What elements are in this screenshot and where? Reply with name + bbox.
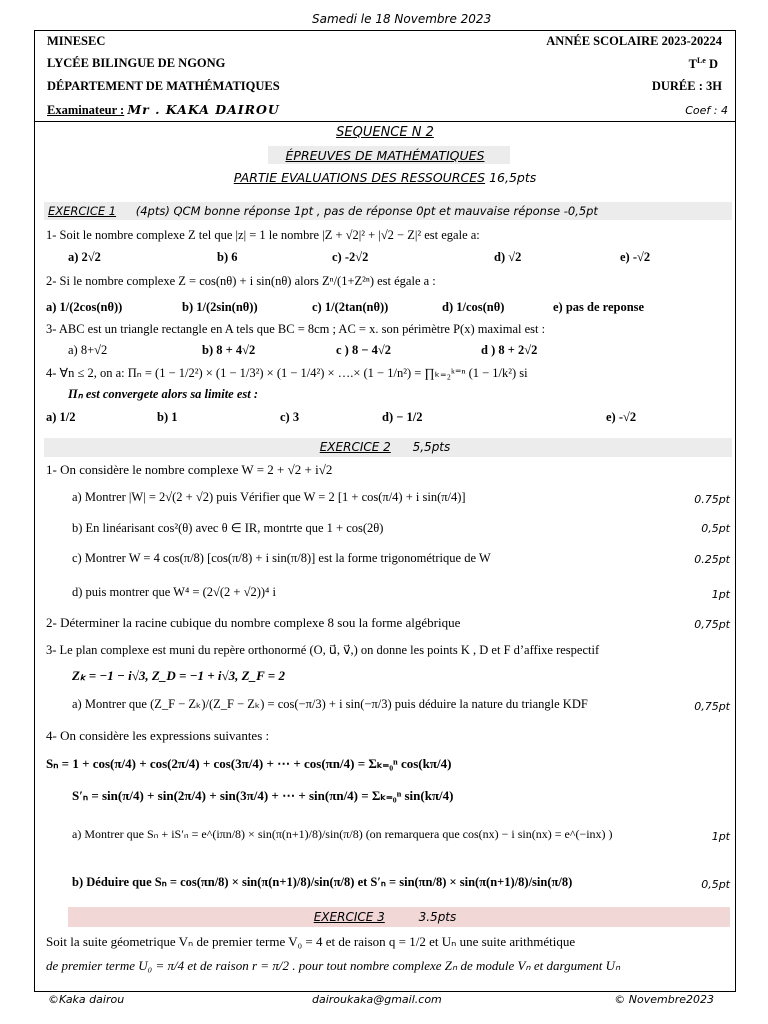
ex1-q2-b: b) 1/(2sin(nθ)) xyxy=(182,300,258,314)
ex2-q4a: a) Montrer que Sₙ + iS′ₙ = e^(iπn/8) × sin(π(n+1)/8)/sin(π/8) (on remarquera que cos(nx) − i sin(nx) = e^(−inx) ) xyxy=(72,827,613,841)
ex3-title: EXERCICE 3 xyxy=(313,910,385,924)
ex2-title: EXERCICE 2 xyxy=(319,440,391,454)
ex1-q4: 4- ∀n ≤ 2, on a: Πₙ = (1 − 1/2²) × (1 − 1/3²) × (1 − 1/4²) × ….× (1 − 1/n²) = ∏ₖ₌₂ᵏ⁼ⁿ (1 − 1/k²) si xyxy=(46,366,528,380)
ex2-spn: S′ₙ = sin(π/4) + sin(2π/4) + sin(3π/4) + ⋯ + sin(πn/4) = Σₖ₌₀ⁿ sin(kπ/4) xyxy=(72,788,454,803)
ex2-sn: Sₙ = 1 + cos(π/4) + cos(2π/4) + cos(3π/4) + ⋯ + cos(πn/4) = Σₖ₌₀ⁿ cos(kπ/4) xyxy=(46,756,452,771)
ex3-line2: de premier terme U₀ = π/4 et de raison r = π/2 . pour tout nombre complexe Zₙ de module Vₙ et dargument Uₙ xyxy=(46,958,621,973)
ex1-q1-e: e) -√2 xyxy=(620,250,651,264)
ex1-q4-line2: Πₙ est convergete alors sa limite est : xyxy=(68,387,259,401)
ex1-q2-e: e) pas de reponse xyxy=(553,300,645,314)
ex2-q4a-points: 1pt xyxy=(711,830,730,843)
ex3-line1: Soit la suite géometrique Vₙ de premier terme V₀ = 4 et de raison q = 1/2 et Uₙ une suite arithmétique xyxy=(46,934,576,949)
ex2-q1b-points: 0,5pt xyxy=(701,522,730,535)
ex1-q2-d: d) 1/cos(nθ) xyxy=(442,300,505,314)
class-rest: D xyxy=(705,57,718,72)
ex1-header xyxy=(48,204,598,218)
ex1-q1-a: a) 2√2 xyxy=(68,250,101,264)
ex2-q1c-points: 0.25pt xyxy=(694,553,730,566)
header-coef: Coef : 4 xyxy=(685,104,728,117)
header-school: LYCÉE BILINGUE DE NGONG xyxy=(47,56,226,70)
header-minesec: MINESEC xyxy=(47,34,106,48)
ex1-q2-c: c) 1/(2tan(nθ)) xyxy=(312,300,389,314)
ex2-q1c: c) Montrer W = 4 cos(π/8) [cos(π/8) + i sin(π/8)] est la forme trigonométrique de W xyxy=(72,551,491,565)
ex1-q4-b: b) 1 xyxy=(157,410,178,424)
header-class xyxy=(689,56,718,72)
ex1-title: EXERCICE 1 xyxy=(48,204,117,218)
footer-email: dairoukaka@gmail.com xyxy=(312,993,442,1006)
ex2-q3-values: Zₖ = −1 − i√3, Z_D = −1 + i√3, Z_F = 2 xyxy=(72,668,285,683)
ex2-q4b-points: 0,5pt xyxy=(701,878,730,891)
ex2-q3a: a) Montrer que (Z_F − Zₖ)/(Z_F − Zₖ) = cos(−π/3) + i sin(−π/3) puis déduire la nature du triangle KDF xyxy=(72,697,588,711)
ex1-q1-d: d) √2 xyxy=(494,250,522,264)
ex1-q1: 1- Soit le nombre complexe Z tel que |z| = 1 le nombre |Z + √2|² + |√2 − Z|² est egale a: xyxy=(46,228,480,242)
ex1-q1-c: c) -2√2 xyxy=(332,250,369,264)
header-department: DÉPARTEMENT DE MATHÉMATIQUES xyxy=(47,79,280,93)
ex1-q3-c: c ) 8 − 4√2 xyxy=(336,343,391,357)
ex2-q1a-points: 0.75pt xyxy=(694,493,730,506)
ex2-q1b: b) En linéarisant cos²(θ) avec θ ∈ IR, montrte que 1 + cos(2θ) xyxy=(72,521,384,535)
ex1-q3-b: b) 8 + 4√2 xyxy=(202,343,256,357)
ex2-header xyxy=(34,440,736,454)
epreuves-title: ÉPREUVES DE MATHÉMATIQUES xyxy=(285,148,485,163)
class-main: T xyxy=(688,57,697,72)
partie-title xyxy=(34,170,736,185)
ex1-q2: 2- Si le nombre complexe Z = cos(nθ) + i sin(nθ) alors Zⁿ/(1+Z²ⁿ) est égale a : xyxy=(46,274,436,288)
header-duration: DURÉE : 3H xyxy=(651,79,722,93)
ex1-q4-a: a) 1/2 xyxy=(46,410,76,424)
ex2-q1d: d) puis montrer que W⁴ = (2√(2 + √2))⁴ i xyxy=(72,585,276,599)
ex1-q4-c: c) 3 xyxy=(280,410,300,424)
ex1-q2-a: a) 1/(2cos(nθ)) xyxy=(46,300,123,314)
header-examiner xyxy=(47,102,280,118)
ex1-q3: 3- ABC est un triangle rectangle en A tels que BC = 8cm ; AC = x. son périmètre P(x) maximal est : xyxy=(46,322,546,336)
partie-points: 16,5pts xyxy=(489,170,537,185)
ex1-q1-b: b) 6 xyxy=(217,250,238,264)
ex3-header xyxy=(34,910,736,924)
ex1-q4-e: e) -√2 xyxy=(606,410,637,424)
examiner-label: Examinateur : xyxy=(47,103,125,117)
ex1-q3-a: a) 8+√2 xyxy=(68,343,108,357)
ex2-q1: 1- On considère le nombre complexe W = 2 + √2 + i√2 xyxy=(46,462,333,477)
top-date: Samedi le 18 Novembre 2023 xyxy=(312,12,492,26)
ex2-q1a: a) Montrer |W| = 2√(2 + √2) puis Vérifier que W = 2 [1 + cos(π/4) + i sin(π/4)] xyxy=(72,490,466,504)
partie-label: PARTIE EVALUATIONS DES RESSOURCES xyxy=(233,170,486,185)
header-year: ANNÉE SCOLAIRE 2023-20224 xyxy=(546,34,722,48)
ex2-q3: 3- Le plan complexe est muni du repère orthonormé (O, u⃗, v⃗,) on donne les points K , D et F d’affixe respectif xyxy=(46,643,600,657)
class-sup: Le xyxy=(696,56,706,65)
ex3-points: 3.5pts xyxy=(418,910,457,924)
ex1-q3-d: d ) 8 + 2√2 xyxy=(481,343,538,357)
ex2-q4b: b) Déduire que Sₙ = cos(πn/8) × sin(π(n+1)/8)/sin(π/8) et S′ₙ = sin(πn/8) × sin(π(n+1)/8)/sin(π/8) xyxy=(72,875,573,889)
ex2-q2: 2- Déterminer la racine cubique du nombre complexe 8 sou la forme algébrique xyxy=(46,615,461,630)
sequence-title: SEQUENCE N 2 xyxy=(336,125,434,140)
examiner-name: Mr . KAKA DAIROU xyxy=(127,102,280,117)
ex2-q4: 4- On considère les expressions suivantes : xyxy=(46,728,270,743)
ex2-q2-points: 0,75pt xyxy=(694,618,730,631)
ex2-q1d-points: 1pt xyxy=(711,588,730,601)
ex2-points: 5,5pts xyxy=(412,440,451,454)
footer-date: © Novembre2023 xyxy=(614,993,714,1006)
ex2-q3a-points: 0,75pt xyxy=(694,700,730,713)
header-divider xyxy=(34,121,736,122)
ex1-description: (4pts) QCM bonne réponse 1pt , pas de réponse 0pt et mauvaise réponse -0,5pt xyxy=(135,204,598,218)
ex1-q4-d: d) − 1/2 xyxy=(382,410,423,424)
footer-author: ©Kaka dairou xyxy=(48,993,125,1006)
